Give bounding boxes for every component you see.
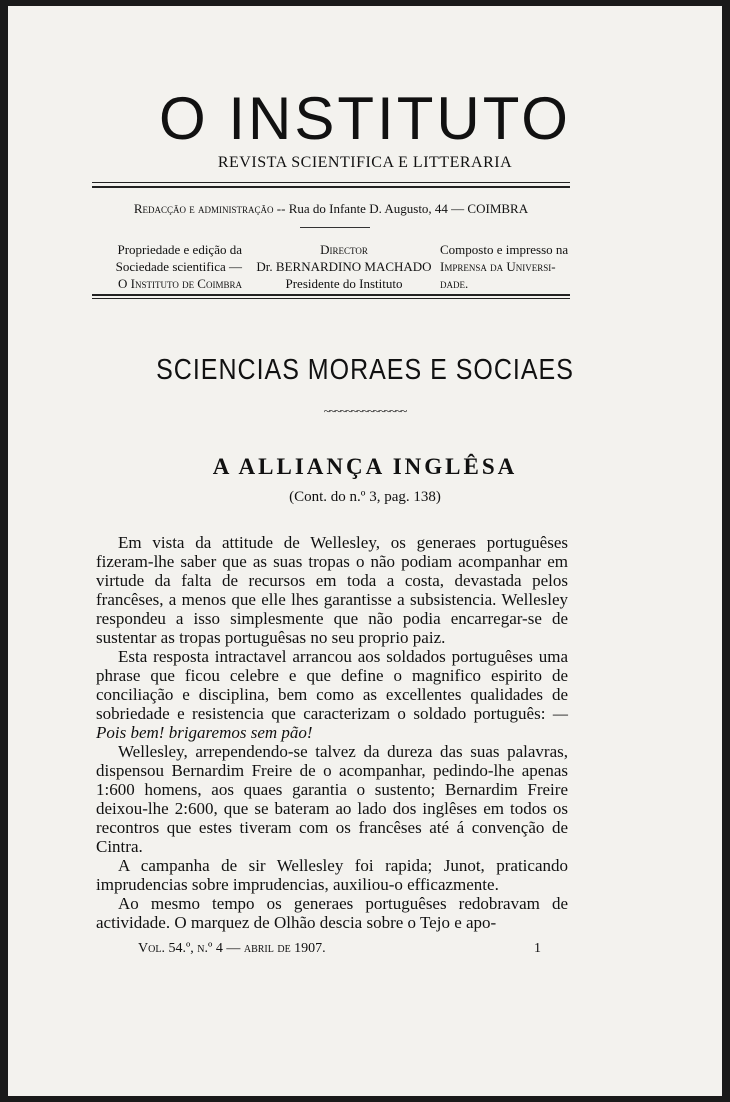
masthead-rule-thick <box>92 186 570 188</box>
publisher-line: O Instituto de Coimbra <box>118 276 242 291</box>
redaccao-address: -- Rua do Infante D. Augusto, 44 — COIMBRA <box>273 201 529 216</box>
volume-footer: Vol. 54.º, n.º 4 — abril de 1907. <box>138 941 326 956</box>
publisher-info <box>92 241 242 292</box>
short-divider <box>300 227 370 228</box>
paragraph: A campanha de sir Wellesley foi rapida; Junot, praticando imprudencias sobre imprudencias, auxiliou-o efficazmente. <box>96 856 568 894</box>
paragraph-text: Esta resposta intractavel arrancou aos soldados portuguêses uma phrase que ficou celebre e que define o magnifico espirito de conciliação e disciplina, bem como as excellentes qualidades de sobriedade e resistencia que caracterizam o soldado português: <box>96 647 568 723</box>
article-body <box>96 533 568 932</box>
director-info <box>254 241 434 292</box>
publisher-line: Propriedade e edição da <box>117 242 242 257</box>
director-line: Presidente do Instituto <box>285 276 403 291</box>
header-bottom-rule-thin <box>92 298 570 299</box>
header-bottom-rule <box>92 294 570 296</box>
printer-line: dade. <box>440 276 469 291</box>
redaccao-line <box>92 201 570 217</box>
paragraph <box>96 647 568 742</box>
masthead-rule <box>92 182 570 183</box>
director-line: Dr. BERNARDINO MACHADO <box>256 259 432 274</box>
redaccao-label: Redacção e administração <box>133 201 274 216</box>
printer-info <box>440 241 570 292</box>
journal-title: O INSTITUTO <box>159 85 571 152</box>
paragraph: Wellesley, arrependendo-se talvez da dureza das suas palavras, dispensou Bernardim Freire de o acompanhar, pedindo-lhe apenas 1:600 homens, aos quaes garantia o sustento; Bernardim Freire deixou-lhe 2:600, que se bateram ao lado dos inglêses em todos os recontros que estes tiveram com os francêses até á convenção de Cintra. <box>96 742 568 856</box>
director-line: Director <box>320 242 368 257</box>
paragraph: Em vista da attitude de Wellesley, os generaes portuguêses fizeram-lhe saber que as suas tropas o não podiam acompanhar em virtude da falta de recursos em toda a costa, devastada pelos francêses, a menos que elle lhes garantisse a subsistencia. Wellesley respondeu a isso simplesmente que não podia encarregar-se de sustentar as tropas portuguêsas no seu proprio paiz. <box>96 533 568 647</box>
document-page <box>8 6 722 1096</box>
printer-line: Imprensa da Universi- <box>440 259 556 274</box>
signature-mark: 1 <box>534 941 541 956</box>
ornament-divider: ~~~~~~~~~~~~~~~ <box>323 404 407 418</box>
article-title: A ALLIANÇA INGLÊSA <box>212 454 518 479</box>
printer-line: Composto e impresso na <box>440 242 569 257</box>
journal-subtitle: REVISTA SCIENTIFICA E LITTERARIA <box>217 154 513 171</box>
publisher-line: Sociedade scientifica — <box>115 259 242 274</box>
paragraph: Ao mesmo tempo os generaes portuguêses redobravam de actividade. O marquez de Olhão descia sobre o Tejo e apo- <box>96 894 568 932</box>
section-title: SCIENCIAS MORAES E SOCIAES <box>156 353 574 387</box>
continuation-note: (Cont. do n.º 3, pag. 138) <box>289 489 441 505</box>
quote: — Pois bem! brigaremos sem pão! <box>96 704 569 742</box>
